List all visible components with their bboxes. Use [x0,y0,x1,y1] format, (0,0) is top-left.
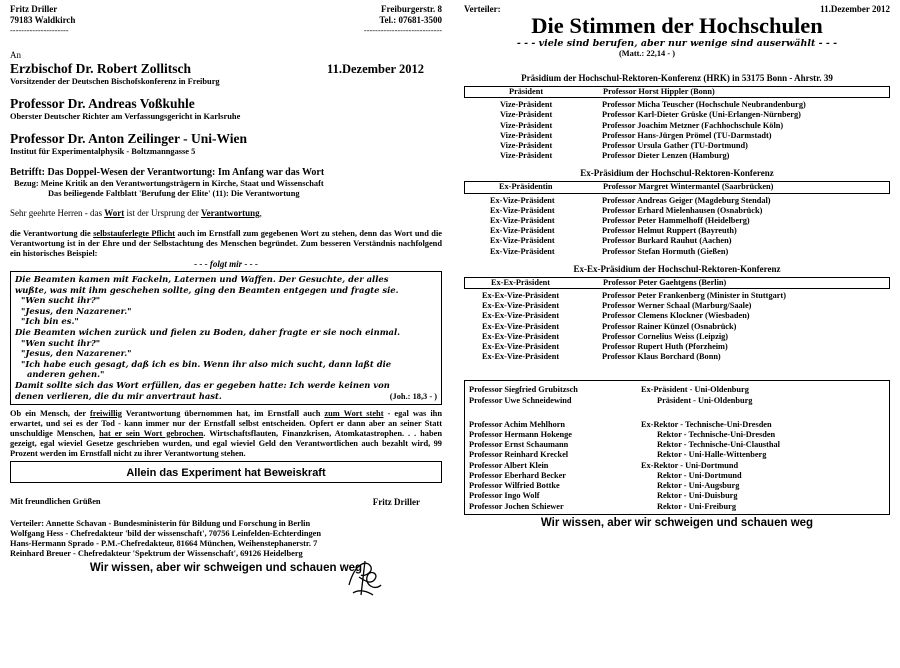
signer-name: Fritz Driller [372,496,420,507]
table-cell: Professor Ursula Gather (TU-Dortmund) [602,141,748,151]
table-cell: Professor Peter Hammelhoff (Heidelberg) [602,216,750,226]
table-cell: Professor Stefan Hormuth (Gießen) [602,246,729,256]
quote-line: "Wen sucht ihr?" [21,337,101,348]
table-cell: Ex-Ex-Vize-Präsident [482,331,560,341]
table-row [469,440,885,450]
reference-line-2: Das beiliegende Faltblatt 'Berufung der Elite' (11): Die Verantwortung [48,189,300,198]
follows-marker: - - - folgt mir - - - [194,259,258,269]
table-cell: Professor Peter Frankenberg (Minister in Stuttgart) [602,291,786,301]
page-title: Die Stimmen der Hochschulen [531,13,823,38]
person-name: Professor Peter Gaehtgens (Berlin) [603,277,727,287]
table-cell: Ex-Vize-Präsident [490,246,555,256]
table-cell: Professor Eberhard Becker [469,470,566,480]
table-row [464,216,890,226]
table-cell: freiwillig [89,408,122,418]
section-2-head-box [464,181,890,193]
table-cell: Professor Werner Schaal (Marburg/Saale) [602,301,752,311]
table-row [464,206,890,216]
table-cell: Professor Cornelius Weiss (Leipzig) [602,331,729,341]
table-cell: Professor Klaus Borchard (Bonn) [602,352,721,362]
section-3-heading: Ex-Ex-Präsidium der Hochschul-Rektoren-Konferenz [573,263,781,274]
role-label: Präsident [509,87,544,96]
person-name: Professor Horst Hippler (Bonn) [603,87,715,96]
table-cell: Ex-Ex-Vize-Präsident [482,342,560,352]
table-cell: Ex-Ex-Vize-Präsident [482,321,560,331]
table-cell: Professor Erhard Mielenhausen (Osnabrück) [602,205,763,215]
role-label: Ex-Präsidentin [499,182,553,192]
section-3-table [464,291,890,362]
table-cell: Professor Helmut Ruppert (Bayreuth) [602,226,737,236]
quote-line: "Ich bin es." [21,316,79,327]
table-cell: die Verantwortung die [10,229,94,238]
section-1-head-box [464,86,890,98]
table-cell: Professor Joachim Metzner (Fachhochschule Köln) [602,120,784,130]
left-footer: Wir wissen, aber wir schweigen und schauen weg [89,561,363,574]
table-row [469,481,885,491]
subject-line: Betrifft: Das Doppel-Wesen der Verantwortung: Im Anfang war das Wort [10,167,325,178]
recipient-2-name: Professor Dr. Andreas Voßkuhle [10,96,195,111]
table-row [469,471,885,481]
sender-name: Fritz Driller [10,4,58,14]
experiment-banner [10,461,442,483]
sender-separator-right: ---------------------------- [363,26,442,35]
right-date: 11.Dezember 2012 [820,4,890,14]
sender-street: Freiburgerstr. 8 [381,4,442,14]
section-2-table [464,196,890,257]
table-cell: Verantwortung übernommen hat, im Ernstfall auch [121,408,325,418]
quote-reference: (Joh.: 18,3 - ) [389,391,437,401]
distribution-line: Wolfgang Hess - Chefredakteur 'bild der wissenschaft', 70756 Leinfelden-Echterdingen [10,528,322,538]
section-1-heading: Präsidium der Hochschul-Rektoren-Konferenz (HRK) in 53175 Bonn - Ahrstr. 39 [521,73,833,83]
table-cell: Ex-Ex-Vize-Präsident [482,311,560,321]
table-cell: zum Wort steht [324,408,384,418]
table-cell: Professor Rainer Künzel (Osnabrück) [602,321,737,331]
distribution-line: Verteiler: Annette Schavan - Bundesministerin für Bildung und Forschung in Berlin [10,518,311,528]
table-cell: Allein das Experiment hat Beweiskraft [126,466,326,479]
table-row [469,396,885,406]
gospel-quote-box [10,271,442,405]
table-row [464,291,890,301]
table-row [469,430,885,440]
table-row [464,247,890,257]
table-row [464,141,890,151]
salutation [10,208,442,219]
subtitle-reference: (Matt.: 22,14 - ) [618,49,676,58]
table-cell: Ex-Vize-Präsident [490,195,555,205]
table-cell: Ex-Vize-Präsident [490,236,555,246]
table-cell: Ex-Rektor - Uni-Dortmund [641,460,739,470]
to-label: An [10,50,21,60]
quote-line: "Wen sucht ihr?" [21,295,101,306]
table-row [464,110,890,120]
sender-separator: --------------------- [10,26,69,35]
subtitle-quote: - - - viele sind berufen, aber nur wenige sind auserwählt - - - [516,38,838,49]
table-cell: Rektor - Uni-Halle-Wittenberg [657,450,767,460]
paragraph-2 [10,409,442,459]
table-cell: Rektor - Technische-Uni-Dresden [657,430,776,440]
recipient-2-title: Oberster Deutscher Richter am Verfassungsgericht in Karlsruhe [10,112,241,121]
table-row [464,236,890,246]
role-label: Ex-Ex-Präsident [491,277,550,287]
table-cell: Professor Albert Klein [469,460,549,470]
quote-line: wußte, was mit ihm geschehen sollte, ging den Beamten entgegen und fragte sie. [15,284,399,295]
table-row [469,406,885,420]
recipient-1-title: Vorsitzender der Deutschen Bischofskonferenz in Freiburg [10,77,220,86]
table-cell: Professor Micha Teuscher (Hochschule Neubrandenburg) [602,100,806,110]
distribution-line: Hans-Hermann Sprado - P.M.-Chefredakteur, 81664 München, Weihenstephanerstr. 7 [10,538,318,548]
table-cell: , [259,208,262,218]
salutation-verantwortung: Verantwortung [200,208,260,218]
letterhead [10,4,442,36]
table-cell: . Wirtschaftsflauten, Finanzkrisen, Atomkatastrophen. . . haben gezeigt, egal wieviel Gesetze geschrieben wurden, und egal wieviel Geld den Verantwortlichen auch bezahlt wird, 99 Prozent werden im Ernstfall nicht zu ihrer Verantwortung stehen. [10,428,442,458]
right-footer: Wir wissen, aber wir schweigen und schauen weg [540,516,814,529]
table-cell: Ex-Ex-Vize-Präsident [482,301,560,311]
table-cell: Professor Ernst Schaumann [469,440,569,450]
table-cell: selbstauferlegte Pflicht [93,229,176,238]
table-cell: Professor Reinhard Kreckel [469,450,569,460]
section-1-table [464,100,890,161]
table-cell: Vize-Präsident [500,120,553,130]
table-row [469,461,885,471]
paragraph-1 [10,229,442,259]
quote-line: anderen gehen." [27,369,105,380]
quote-line: Damit sollte sich das Wort erfüllen, das er gegeben hatte: Ich werde keinen von [15,379,390,390]
table-cell: Ex-Ex-Vize-Präsident [482,291,560,301]
table-cell: - egal was ihn erwartet, und sei es der Tod - kann immer nur der Ernstfall selbst entscheiden. Opfert er dann aber an seiner Statt unschuldige Menschen, [10,408,442,438]
quote-line: Die Beamten wichen zurück und fielen zu Boden, daher fragte er sie noch einmal. [15,326,401,337]
table-cell: Professor Andreas Geiger (Magdeburg Stendal) [602,195,771,205]
table-cell: Sehr geehrte Herren - das [10,208,105,218]
table-cell: Professor Karl-Dieter Grüske (Uni-Erlangen-Nürnberg) [602,110,801,120]
table-cell: Rektor - Uni-Augsburg [657,481,740,491]
salutation-word: Wort [104,208,125,218]
rectors-box [464,380,890,514]
letter-date: 11.Dezember 2012 [327,62,424,76]
table-row [464,100,890,110]
table-cell: Ex-Präsident - Uni-Oldenburg [641,385,749,395]
table-cell: Rektor - Technische-Uni-Clausthal [657,440,780,450]
right-page [452,0,900,668]
table-row [469,450,885,460]
table-cell: Ex-Vize-Präsident [490,226,555,236]
table-row [469,385,885,395]
table-row [464,301,890,311]
table-cell: Ex-Rektor - Technische-Uni-Dresden [641,419,772,429]
table-cell: Professor Clemens Klockner (Wiesbaden) [602,311,750,321]
table-cell [641,406,885,420]
quote-line: "Jesus, den Nazarener." [21,348,132,359]
recipient-3-name: Professor Dr. Anton Zeilinger - Uni-Wien [10,131,248,146]
table-cell: Vize-Präsident [500,151,553,161]
quote-line: denen verlieren, die du mir anvertraut hast. [15,390,222,401]
table-cell: Professor Jochen Schiewer [469,501,564,511]
table-cell: Ob ein Mensch, der [10,408,90,418]
table-row [469,420,885,430]
table-row [464,131,890,141]
recipient-3-title: Institut für Experimentalphysik - Boltzmanngasse 5 [10,147,196,156]
table-cell: Professor Rupert Huth (Pforzheim) [602,342,728,352]
table-cell: Vize-Präsident [500,141,553,151]
table-row [464,322,890,332]
distribution-label: Verteiler: [464,4,501,14]
table-cell: Vize-Präsident [500,110,553,120]
table-cell: Vize-Präsident [500,100,553,110]
handwritten-signature [345,555,385,603]
distribution-list [10,519,442,559]
table-row [469,502,885,512]
table-row [464,352,890,362]
table-cell: Präsident - Uni-Oldenburg [657,395,753,405]
table-cell: Ex-Ex-Vize-Präsident [482,352,560,362]
table-cell: Professor Ingo Wolf [469,491,540,501]
table-cell: Professor Uwe Schneidewind [469,395,572,405]
table-cell: auch im Ernstfall zum gegebenen Wort zu stehen, denn das Wort und die Verantwortung ist in der Ehre und der Selbstachtung des Menschen begründet. Zum besseren Verständnis nachfolgend ein historisches Beispiel: [10,229,442,258]
rectors-table [469,385,885,511]
closing-greeting: Mit freundlichen Grüßen [10,496,101,506]
table-cell: Professor Siegfried Grubitzsch [469,385,578,395]
quote-line: "Ich habe euch gesagt, daß ich es bin. Wenn ihr also mich sucht, dann laßt die [21,358,392,369]
sender-city: 79183 Waldkirch [10,15,76,25]
table-row [464,121,890,131]
table-cell: Rektor - Uni-Freiburg [657,501,736,511]
table-row [469,491,885,501]
table-cell: Ex-Vize-Präsident [490,216,555,226]
reference-line-1: Bezug: Meine Kritik an den Verantwortungsträgern in Kirche, Staat und Wissenschaft [14,179,324,188]
table-cell: Vize-Präsident [500,130,553,140]
quote-line: "Jesus, den Nazarener." [21,305,132,316]
quote-line: Die Beamten kamen mit Fackeln, Laternen und Waffen. Der Gesuchte, der alles [15,274,389,284]
table-cell: ist der Ursprung der [124,208,201,218]
table-cell: Professor Wilfried Bottke [469,481,560,491]
table-cell: Rektor - Uni-Dortmund [657,470,742,480]
table-cell [469,406,641,420]
table-row [464,226,890,236]
distribution-line: Reinhard Breuer - Chefredakteur 'Spektrum der Wissenschaft', 69126 Heidelberg [10,548,303,558]
section-3-head-box [464,277,890,289]
table-cell: Professor Hans-Jürgen Prömel (TU-Darmstadt) [602,130,772,140]
table-row [464,332,890,342]
table-cell: Professor Dieter Lenzen (Hamburg) [602,151,730,161]
table-cell: Professor Hermann Hokenge [469,430,572,440]
section-2-heading: Ex-Präsidium der Hochschul-Rektoren-Konferenz [580,168,774,179]
sender-phone: Tel.: 07681-3500 [379,15,442,25]
table-cell: Professor Achim Mehlhorn [469,419,566,429]
table-row [464,151,890,161]
table-cell: Professor Burkard Rauhut (Aachen) [602,236,732,246]
person-name: Professor Margret Wintermantel (Saarbrücken) [603,182,774,192]
table-cell: hat er sein Wort gebrochen [99,428,204,438]
recipient-1-name: Erzbischof Dr. Robert Zollitsch [10,61,191,76]
table-row [464,196,890,206]
table-row [464,311,890,321]
table-cell: Ex-Vize-Präsident [490,205,555,215]
table-cell: Rektor - Uni-Duisburg [657,491,738,501]
table-row [464,342,890,352]
